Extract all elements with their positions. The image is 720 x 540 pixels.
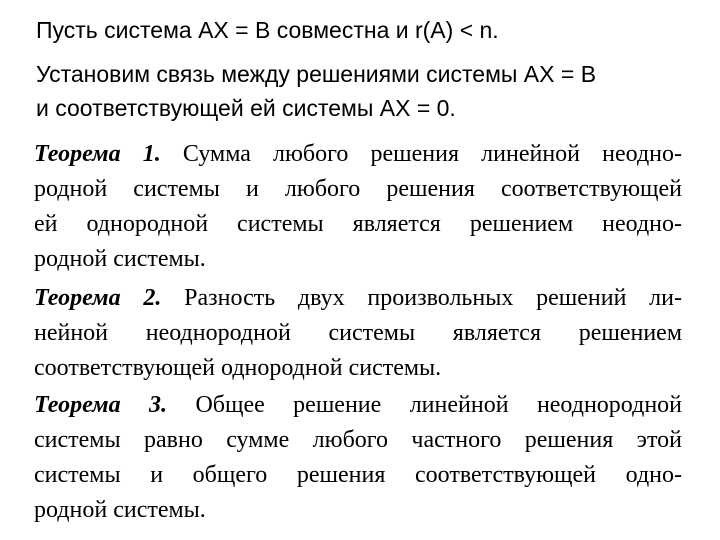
theorem-1-line-1 (34, 140, 682, 168)
theorem-2-title: Теорема 2. (34, 285, 162, 311)
theorem-2-line-2: нейной неоднородной системы является решением (34, 320, 682, 346)
theorem-1-title: Теорема 1. (34, 141, 161, 167)
theorem-3-line-3: системы и общего решения соответствующей одно- (34, 462, 682, 488)
theorem-3-line-1 (34, 391, 682, 419)
theorem-1-line-3: ей однородной системы является решением неодно- (34, 211, 682, 237)
intro-line-1: Пусть система AX = B совместна и r(A) < n. (36, 17, 499, 43)
theorem-1-line-2: родной системы и любого решения соответствующей (34, 176, 682, 202)
theorem-3-line-2: системы равно сумме любого частного решения этой (34, 427, 682, 453)
theorem-2-text: Разность двух произвольных решений ли- (184, 285, 682, 311)
theorem-3-line-4: родной системы. (34, 497, 206, 523)
theorem-1-line-4: родной системы. (34, 246, 206, 272)
intro-line-2: Установим связь между решениями системы AX = B (36, 61, 597, 87)
theorem-3-text: Общее решение линейной неоднородной (195, 392, 683, 418)
theorem-3-title: Теорема 3. (34, 392, 168, 418)
theorem-2-line-3: соответствующей однородной системы. (34, 355, 442, 381)
intro-line-3: и соответствующей ей системы AX = 0. (36, 95, 456, 121)
theorem-2-line-1 (34, 284, 682, 312)
theorem-1-text: Сумма любого решения линейной неодно- (182, 141, 682, 167)
